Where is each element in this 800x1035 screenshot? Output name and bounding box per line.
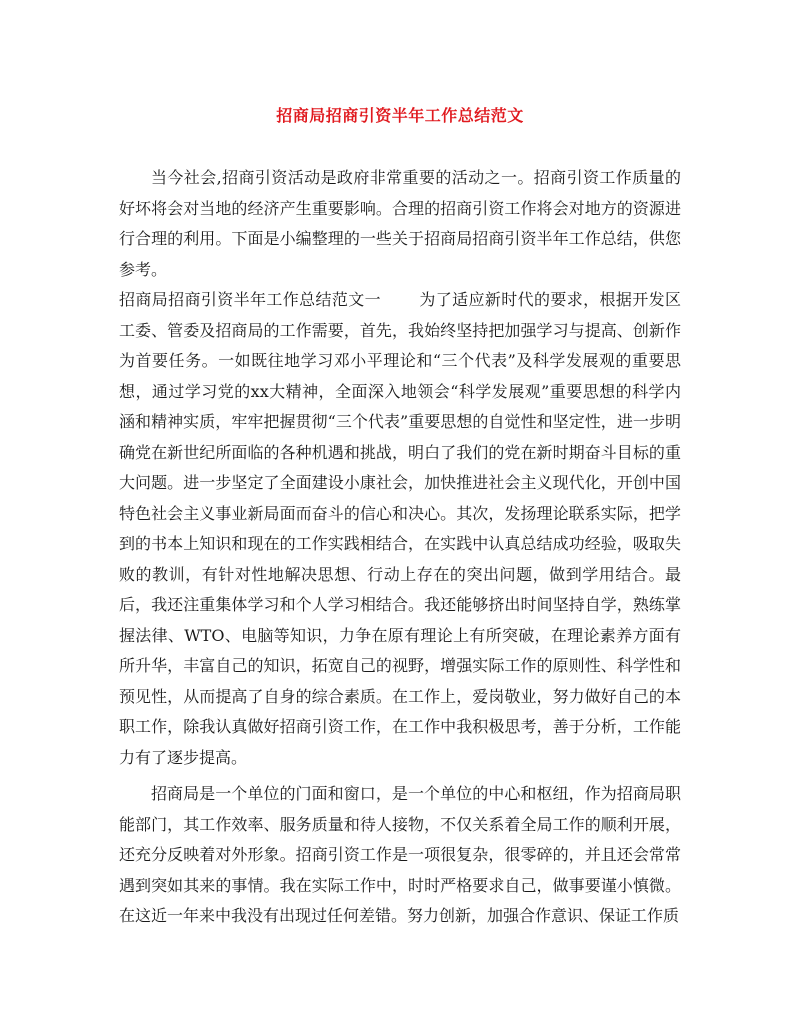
- document-body: [119, 163, 681, 932]
- document-title: 招商局招商引资半年工作总结范文: [276, 106, 524, 125]
- section-paragraph: [119, 285, 681, 773]
- section-body: 为了适应新时代的要求，根据开发区工委、管委及招商局的工作需要，首先，我始终坚持把加强学习与提高、创新作为首要任务。一如既往地学习邓小平理论和“三个代表”及科学发展观的重要思想，通过学习党的xx大精神，全面深入地领会“科学发展观”重要思想的科学内涵和精神实质，牢牢把握贯彻“三个代表”重要思想的自觉性和坚定性，进一步明确党在新世纪所面临的各种机遇和挑战，明白了我们的党在新时期奋斗目标的重大问题。进一步坚定了全面建设小康社会，加快推进社会主义现代化，开创中国特色社会主义事业新局面而奋斗的信心和决心。其次，发扬理论联系实际，把学到的书本上知识和现在的工作实践相结合，在实践中认真总结成功经验，吸取失败的教训，有针对性地解决思想、行动上存在的突出问题，做到学用结合。最后，我还注重集体学习和个人学习相结合。我还能够挤出时间坚持自学，熟练掌握法律、WTO、电脑等知识，力争在原有理论上有所突破，在理论素养方面有所升华，丰富自己的知识，拓宽自己的视野，增强实际工作的原则性、科学性和预见性，从而提高了自身的综合素质。在工作上，爱岗敬业，努力做好自己的本职工作，除我认真做好招商引资工作，在工作中我积极思考，善于分析，工作能力有了逐步提高。: [119, 290, 681, 767]
- section-heading: 招商局招商引资半年工作总结范文一: [119, 290, 381, 309]
- third-paragraph: 招商局是一个单位的门面和窗口，是一个单位的中心和枢纽，作为招商局职能部门，其工作效率、服务质量和待人接物，不仅关系着全局工作的顺利开展，还充分反映着对外形象。招商引资工作是一项很复杂，很零碎的，并且还会常常遇到突如其来的事情。我在实际工作中，时时严格要求自己，做事要谨小慎微。在这近一年来中我没有出现过任何差错。努力创新，加强合作意识、保证工作质: [119, 784, 681, 925]
- intro-paragraph: 当今社会,招商引资活动是政府非常重要的活动之一。招商引资工作质量的好坏将会对当地的经济产生重要影响。合理的招商引资工作将会对地方的资源进行合理的利用。下面是小编整理的一些关于招商局招商引资半年工作总结，供您参考。: [119, 168, 681, 279]
